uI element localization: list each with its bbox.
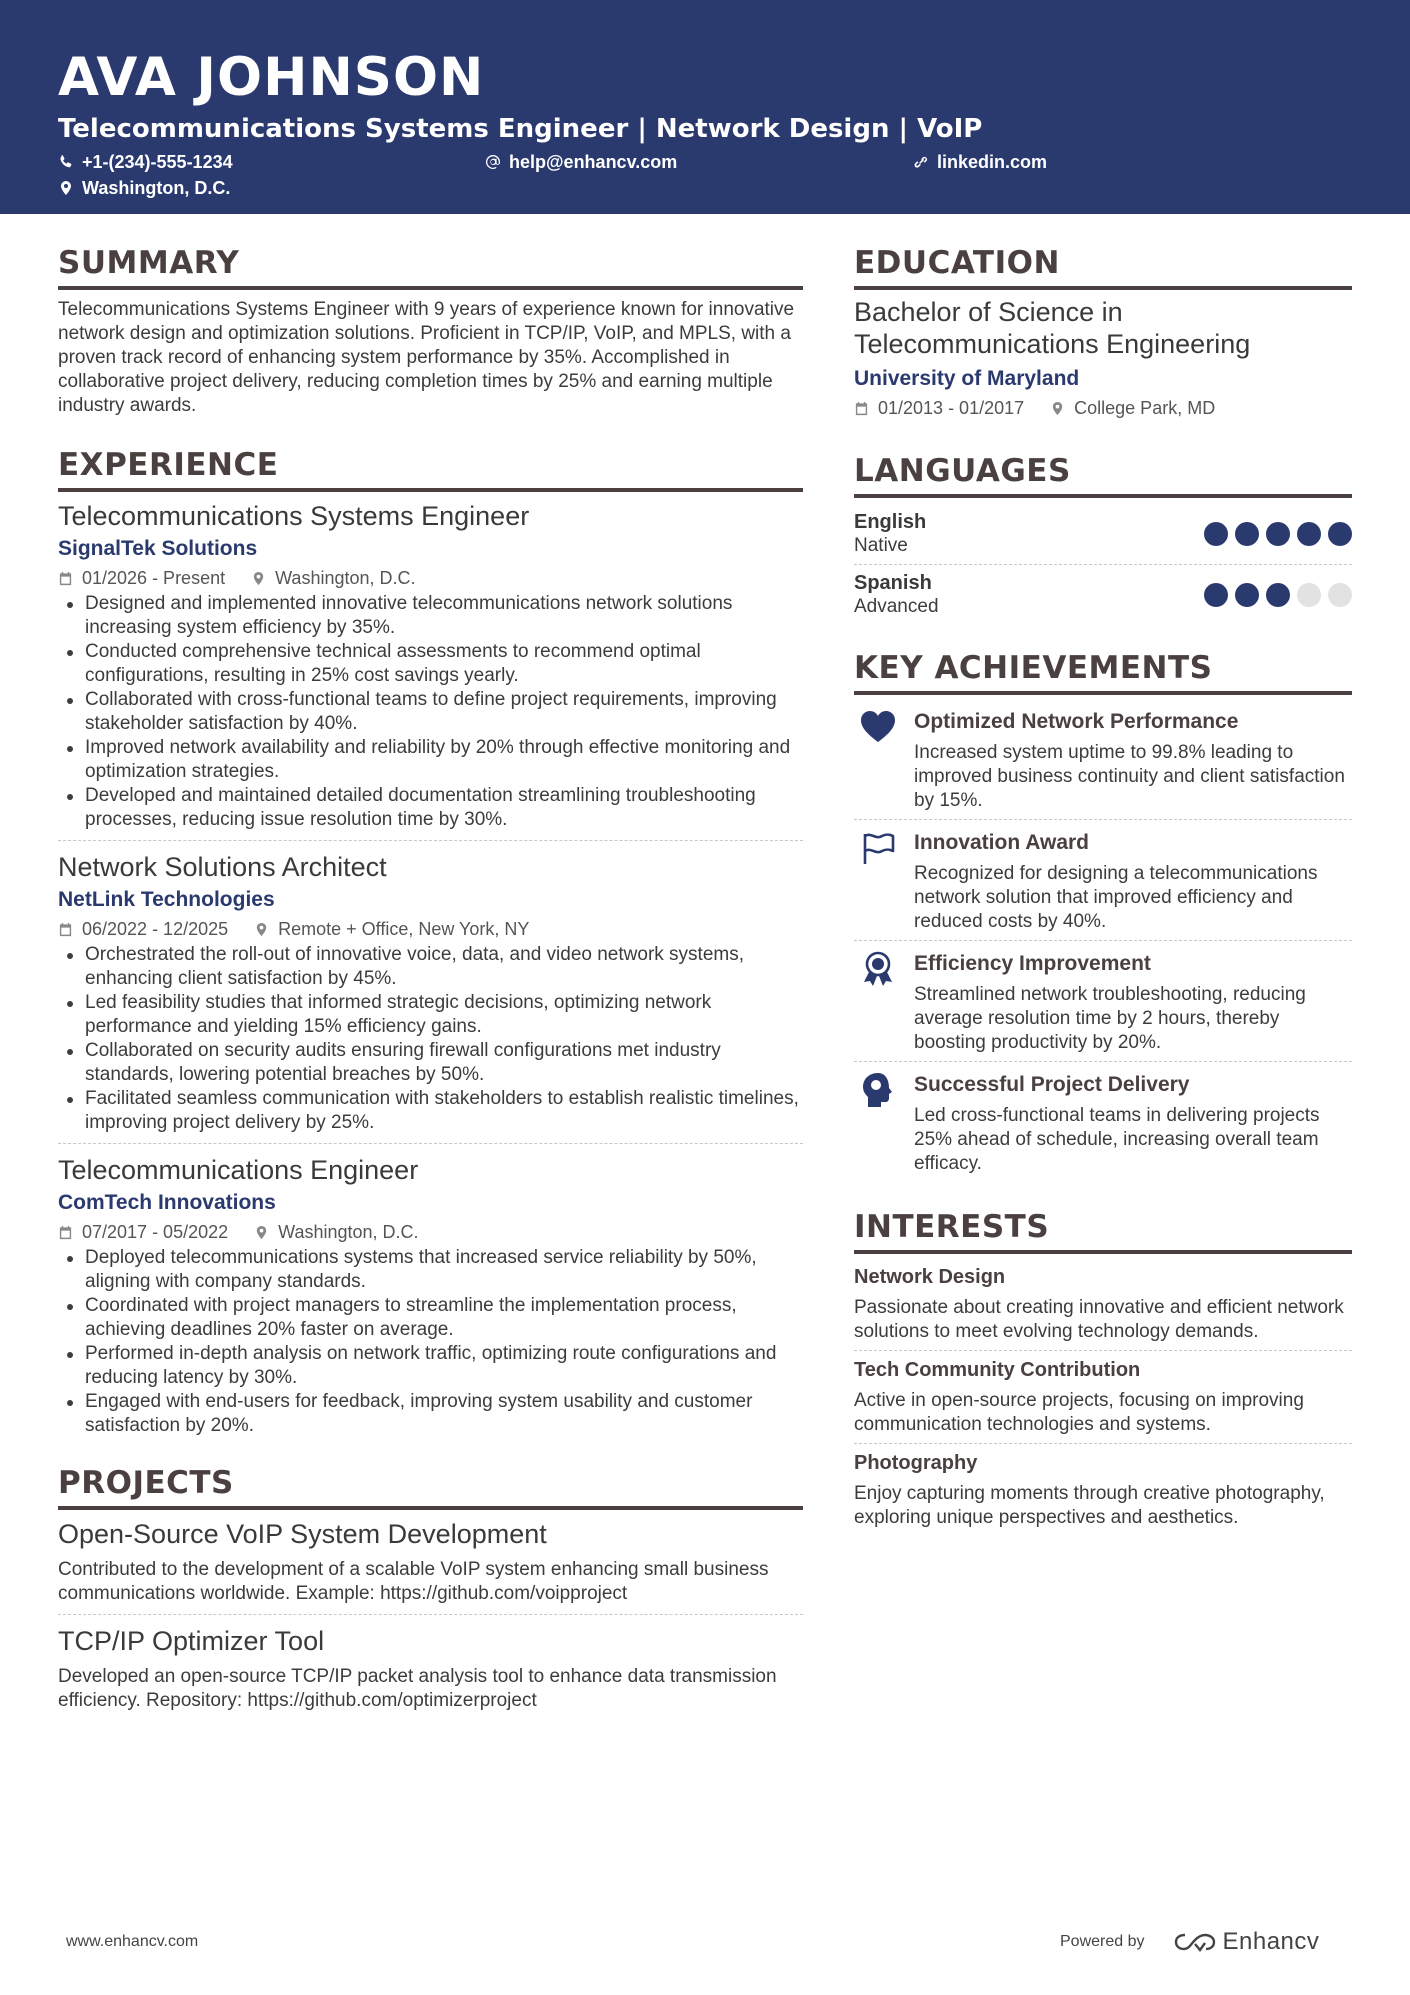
job-location — [251, 564, 415, 592]
project-description: Contributed to the development of a scalable VoIP system enhancing small business communications worldwide. Example: https://github.com/voipproject — [58, 1559, 769, 1604]
bullet-item: Coordinated with project managers to streamline the implementation process, achieving deadlines 20% faster on average. — [58, 1294, 803, 1342]
languages-section — [854, 452, 1352, 625]
summary-section — [58, 244, 803, 418]
enhancv-logo-icon — [1173, 1931, 1217, 1953]
rating-dot — [1235, 583, 1259, 607]
language-rating — [1204, 522, 1352, 546]
education-location-text: College Park, MD — [1074, 398, 1216, 418]
achievement-description: Recognized for designing a telecommunications network solution that improved efficiency and reduced costs by 40%. — [914, 863, 1318, 932]
job-dates-text: 01/2026 - Present — [82, 568, 226, 588]
company-name: SignalTek Solutions — [58, 537, 258, 560]
location-pin-icon — [1050, 401, 1065, 416]
interest-description: Active in open-source projects, focusing on improving communication technologies and systems. — [854, 1390, 1304, 1435]
job-dates — [58, 915, 228, 943]
rating-dot — [1266, 583, 1290, 607]
education-dates — [854, 394, 1024, 422]
bullet-item: Developed and maintained detailed documentation streamlining troubleshooting processes, reducing issue resolution time by 30%. — [58, 784, 803, 832]
calendar-icon — [854, 401, 869, 416]
bullet-item: Collaborated with cross-functional teams to define project requirements, improving stakeholder satisfaction by 40%. — [58, 688, 803, 736]
resume-header — [0, 0, 1410, 214]
candidate-title: Telecommunications Systems Engineer | Network Design | VoIP — [58, 114, 983, 144]
achievement-entry — [854, 699, 1352, 820]
degree-title: Bachelor of Science in Telecommunications Engineering — [854, 297, 1251, 359]
project-entry — [58, 1623, 803, 1721]
bullet-item: Conducted comprehensive technical assessments to recommend optimal configurations, resulting in 25% cost savings yearly. — [58, 640, 803, 688]
bullet-item: Deployed telecommunications systems that increased service reliability by 50%, aligning with company standards. — [58, 1246, 803, 1294]
interests-section — [854, 1208, 1352, 1536]
job-meta — [58, 1218, 803, 1246]
brand-logo[interactable] — [1173, 1928, 1320, 1956]
job-location-text: Washington, D.C. — [278, 1222, 419, 1242]
interest-entry — [854, 1351, 1352, 1444]
head-idea-icon — [854, 1070, 914, 1176]
language-entry — [854, 565, 1352, 625]
email-text: help@enhancv.com — [509, 151, 678, 172]
bullet-item: Led feasibility studies that informed strategic decisions, optimizing network performance and yielding 15% efficiency gains. — [58, 991, 803, 1039]
achievement-title: Innovation Award — [914, 831, 1090, 854]
location-pin-icon — [254, 922, 269, 937]
location-pin-icon — [58, 180, 74, 196]
location-text: Washington, D.C. — [82, 177, 231, 198]
calendar-icon — [58, 571, 73, 586]
rating-dot — [1204, 583, 1228, 607]
language-name: Spanish — [854, 572, 932, 594]
language-rating — [1204, 583, 1352, 607]
right-column — [854, 244, 1352, 1536]
contact-linkedin[interactable] — [913, 150, 1047, 174]
achievement-description: Led cross-functional teams in delivering projects 25% ahead of schedule, increasing overall team efficacy. — [914, 1105, 1320, 1174]
achievement-description: Streamlined network troubleshooting, reducing average resolution time by 2 hours, thereby boosting productivity by 20%. — [914, 984, 1306, 1053]
rating-dot — [1297, 583, 1321, 607]
job-meta — [58, 915, 803, 943]
job-location — [254, 915, 529, 943]
project-title: TCP/IP Optimizer Tool — [58, 1626, 325, 1656]
linkedin-text: linkedin.com — [937, 151, 1048, 172]
job-dates-text: 06/2022 - 12/2025 — [82, 919, 229, 939]
interest-description: Passionate about creating innovative and efficient network solutions to meet evolving technology demands. — [854, 1297, 1344, 1342]
job-bullets — [58, 1246, 803, 1438]
calendar-icon — [58, 922, 73, 937]
achievement-title: Successful Project Delivery — [914, 1073, 1190, 1096]
rating-dot — [1328, 522, 1352, 546]
rating-dot — [1297, 522, 1321, 546]
language-level: Advanced — [854, 596, 939, 617]
company-name: NetLink Technologies — [58, 888, 275, 911]
interest-title: Network Design — [854, 1266, 1006, 1288]
summary-text: Telecommunications Systems Engineer with 9 years of experience known for innovative network design and optimization solutions. Proficient in TCP/IP, VoIP, and MPLS, with a proven track record of enhancing system performance by 35%. Accomplished in collaborative project delivery, reducing completion times by 25% and earning multiple industry awards. — [58, 299, 795, 416]
job-dates-text: 07/2017 - 05/2022 — [82, 1222, 229, 1242]
powered-by-label: Powered by — [1060, 1933, 1145, 1950]
job-title: Network Solutions Architect — [58, 852, 387, 882]
achievement-description: Increased system uptime to 99.8% leading to improved business continuity and client satisfaction by 15%. — [914, 742, 1345, 811]
job-location — [254, 1218, 418, 1246]
job-dates — [58, 1218, 228, 1246]
bullet-item: Orchestrated the roll-out of innovative voice, data, and video network systems, enhancing client satisfaction by 45%. — [58, 943, 803, 991]
education-dates-text: 01/2013 - 01/2017 — [878, 398, 1025, 418]
company-name: ComTech Innovations — [58, 1191, 276, 1214]
rating-dot — [1204, 522, 1228, 546]
project-title: Open-Source VoIP System Development — [58, 1519, 547, 1549]
projects-section — [58, 1464, 803, 1721]
languages-heading: LANGUAGES — [854, 452, 1352, 498]
achievements-section — [854, 649, 1352, 1182]
bullet-item: Designed and implemented innovative telecommunications network solutions increasing system efficiency by 35%. — [58, 592, 803, 640]
job-bullets — [58, 592, 803, 832]
language-level: Native — [854, 535, 908, 556]
interest-title: Tech Community Contribution — [854, 1359, 1141, 1381]
achievement-title: Efficiency Improvement — [914, 952, 1151, 975]
job-location-text: Washington, D.C. — [275, 568, 416, 588]
at-icon — [485, 154, 501, 170]
interest-entry — [854, 1258, 1352, 1351]
bullet-item: Facilitated seamless communication with stakeholders to establish realistic timelines, improving project delivery by 25%. — [58, 1087, 803, 1135]
achievement-entry — [854, 941, 1352, 1062]
language-entry — [854, 504, 1352, 565]
language-name: English — [854, 511, 927, 533]
job-title: Telecommunications Engineer — [58, 1155, 419, 1185]
education-location — [1050, 394, 1215, 422]
brand-name: Enhancv — [1222, 1928, 1320, 1955]
footer-branding — [1060, 1928, 1319, 1956]
experience-entry — [58, 1152, 803, 1446]
rating-dot — [1266, 522, 1290, 546]
education-meta — [854, 394, 1352, 422]
contact-location — [58, 176, 230, 200]
education-heading: EDUCATION — [854, 244, 1352, 290]
rating-dot — [1235, 522, 1259, 546]
location-pin-icon — [251, 571, 266, 586]
rating-dot — [1328, 583, 1352, 607]
achievements-heading: KEY ACHIEVEMENTS — [854, 649, 1352, 695]
bullet-item: Performed in-depth analysis on network traffic, optimizing route configurations and reducing latency by 30%. — [58, 1342, 803, 1390]
link-icon — [913, 154, 929, 170]
bullet-item: Engaged with end-users for feedback, improving system usability and customer satisfaction by 20%. — [58, 1390, 803, 1438]
job-dates — [58, 564, 225, 592]
experience-heading: EXPERIENCE — [58, 446, 803, 492]
interests-heading: INTERESTS — [854, 1208, 1352, 1254]
achievement-entry — [854, 1062, 1352, 1182]
award-ribbon-icon — [854, 949, 914, 1055]
experience-entry — [58, 849, 803, 1144]
contact-phone[interactable] — [58, 150, 233, 174]
location-pin-icon — [254, 1225, 269, 1240]
bullet-item: Collaborated on security audits ensuring firewall configurations met industry standards, lowering potential breaches by 50%. — [58, 1039, 803, 1087]
bullet-item: Improved network availability and reliability by 20% through effective monitoring and optimization strategies. — [58, 736, 803, 784]
job-bullets — [58, 943, 803, 1135]
phone-text: +1-(234)-555-1234 — [82, 151, 233, 172]
job-title: Telecommunications Systems Engineer — [58, 501, 530, 531]
achievement-title: Optimized Network Performance — [914, 710, 1239, 733]
achievement-entry — [854, 820, 1352, 941]
experience-entry — [58, 498, 803, 841]
candidate-name: AVA JOHNSON — [58, 47, 485, 108]
phone-icon — [58, 154, 74, 170]
interest-description: Enjoy capturing moments through creative photography, exploring unique perspectives and aesthetics. — [854, 1483, 1325, 1528]
flag-icon — [854, 828, 914, 934]
interest-entry — [854, 1444, 1352, 1536]
job-location-text: Remote + Office, New York, NY — [278, 919, 530, 939]
summary-heading: SUMMARY — [58, 244, 803, 290]
calendar-icon — [58, 1225, 73, 1240]
contact-info — [58, 150, 1352, 206]
contact-email[interactable] — [485, 150, 677, 174]
project-description: Developed an open-source TCP/IP packet analysis tool to enhance data transmission efficiency. Repository: https://github.com/optimizerproject — [58, 1666, 777, 1711]
education-section — [854, 244, 1352, 422]
heart-icon — [854, 707, 914, 813]
projects-heading: PROJECTS — [58, 1464, 803, 1510]
interest-title: Photography — [854, 1452, 978, 1474]
school-name: University of Maryland — [854, 367, 1080, 390]
experience-section — [58, 446, 803, 1446]
project-entry — [58, 1516, 803, 1615]
job-meta — [58, 564, 803, 592]
left-column — [58, 244, 803, 1729]
footer-website[interactable]: www.enhancv.com — [66, 1933, 199, 1950]
